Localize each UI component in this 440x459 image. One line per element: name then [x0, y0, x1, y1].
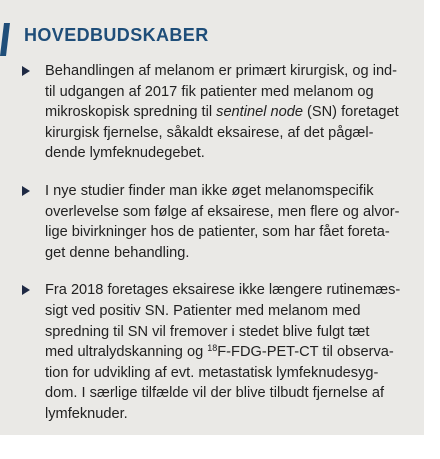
list-item-text [45, 181, 414, 263]
triangle-right-icon [22, 66, 30, 76]
text-line: tion for udvikling af evt. metastatisk lymfeknudesyg- [45, 364, 379, 381]
list-item [22, 280, 414, 424]
text-line: med ultralydskanning og $^{18}$F-FDG-PET-CT til observa- [45, 343, 394, 361]
text-line: dom. I særlige tilfælde vil der blive tilbudt fjernelse af [45, 385, 385, 402]
text-line: Behandlingen af melanom er primært kirurgisk, og ind- [45, 63, 398, 79]
triangle-right-icon [22, 186, 30, 196]
text-line: sigt ved positiv SN. Patienter med melanom med [45, 302, 361, 319]
text-line: lymfeknuder. [45, 405, 128, 422]
list-item [22, 61, 414, 164]
text-line: spredning til SN vil fremover i stedet blive fulgt tæt [45, 323, 370, 340]
text-line: lige bivirkninger hos de patienter, som har fået foreta- [45, 224, 390, 241]
text-line: til udgangen af 2017 fik patienter med melanom og [45, 83, 374, 100]
triangle-right-icon [22, 285, 30, 295]
isotope-superscript: 18 [207, 343, 218, 354]
list-item [22, 181, 414, 263]
text-line: dende lymfeknudegebet. [45, 145, 205, 162]
text-line: get denne behandling. [45, 244, 190, 261]
text-line: overlevelse som følge af eksairese, men flere og alvor- [45, 203, 400, 220]
text-line: I nye studier finder man ikke øget melanomspecifik [45, 182, 374, 199]
list-item-text [45, 61, 414, 164]
text-line: mikroskopisk spredning til sentinel node (SN) foretaget [45, 104, 399, 121]
italic-term: sentinel node [216, 104, 303, 121]
accent-stripe [0, 23, 10, 56]
text-line: Fra 2018 foretages eksairese ikke længere rutinemæs- [45, 282, 401, 299]
key-messages-list [22, 61, 414, 425]
text-line: kirurgisk fjernelse, såkaldt eksairese, af det pågæl- [45, 124, 374, 141]
box-heading: HOVEDBUDSKABER [24, 25, 209, 45]
list-item-text [45, 280, 414, 424]
